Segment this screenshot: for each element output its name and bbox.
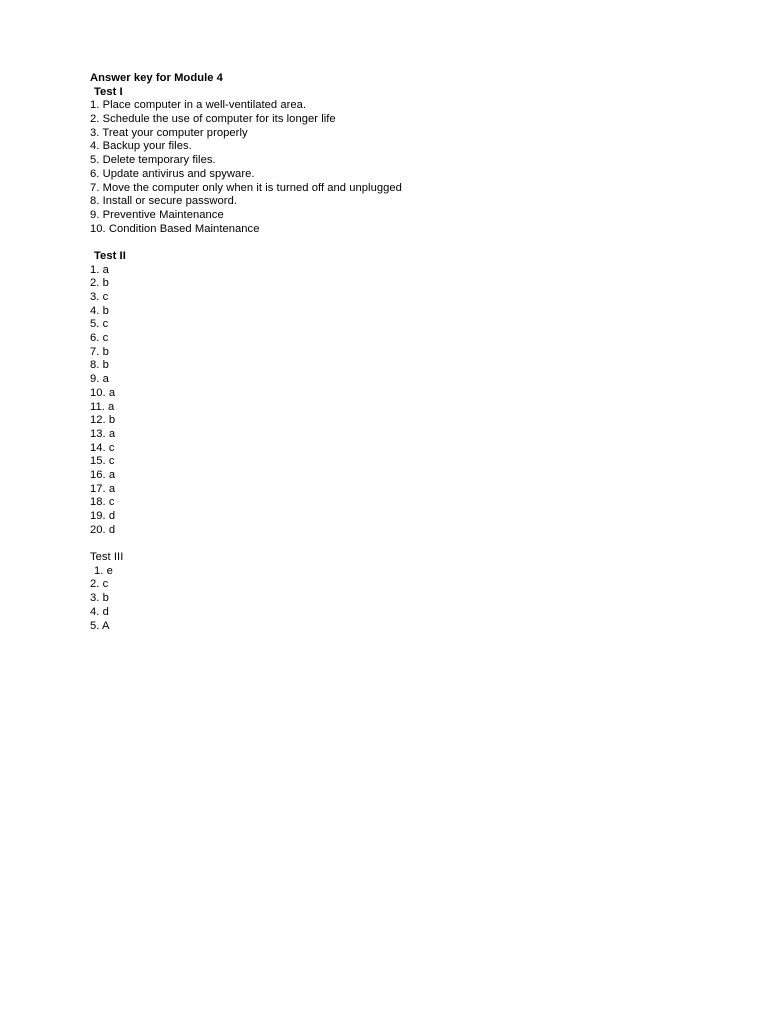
test2-item: 19. d [90,510,116,522]
test2-item: 13. a [90,427,116,440]
test2-heading: Test II [94,249,126,262]
test2-list [90,264,690,538]
test3-item: 5. A [90,619,110,632]
test1-heading: Test I [94,85,123,98]
test1-item: 2. Schedule the use of computer for its longer life [90,113,336,126]
test2-item: 11. a [90,400,115,413]
test2-item: 6. c [90,332,109,345]
test2-item: 2. b [90,277,109,290]
document-title: Answer key for Module 4 [90,72,223,84]
section-spacer [90,537,690,551]
test1-item: 9. Preventive Maintenance [90,208,224,221]
test3-item: 2. c [90,578,109,591]
test2-item: 4. b [90,304,109,317]
test1-item: 6. Update antivirus and spyware. [90,167,255,180]
test2-item: 12. b [90,414,116,427]
test3-item: 1. e [94,564,113,577]
test2-item: 9. a [90,373,109,386]
test2-item: 15. c [90,455,115,468]
test2-item: 5. c [90,318,109,331]
test2-item: 20. d [90,523,116,536]
test3-list [90,565,690,633]
test1-item: 10. Condition Based Maintenance [90,222,260,235]
test3-item: 4. d [90,605,109,618]
test1-item: 7. Move the computer only when it is turned off and unplugged [90,181,402,194]
test3-item: 3. b [90,592,109,605]
test2-item: 7. b [90,345,109,358]
test2-item: 17. a [90,482,116,495]
test2-item: 3. c [90,291,109,303]
test2-item: 16. a [90,468,116,481]
test1-list [90,99,690,236]
section-spacer [90,236,690,250]
test2-item: 1. a [90,263,109,276]
test2-item: 14. c [90,441,115,454]
test1-item: 8. Install or secure password. [90,195,238,208]
test3-heading: Test III [90,551,124,564]
document-page [90,72,690,633]
test1-item: 5. Delete temporary files. [90,154,216,167]
test1-item: 3. Treat your computer properly [90,126,248,139]
test2-item: 18. c [90,496,115,509]
test1-item: 1. Place computer in a well-ventilated area. [90,99,307,112]
test2-item: 10. a [90,386,116,399]
test1-item: 4. Backup your files. [90,140,192,153]
test2-item: 8. b [90,359,109,372]
